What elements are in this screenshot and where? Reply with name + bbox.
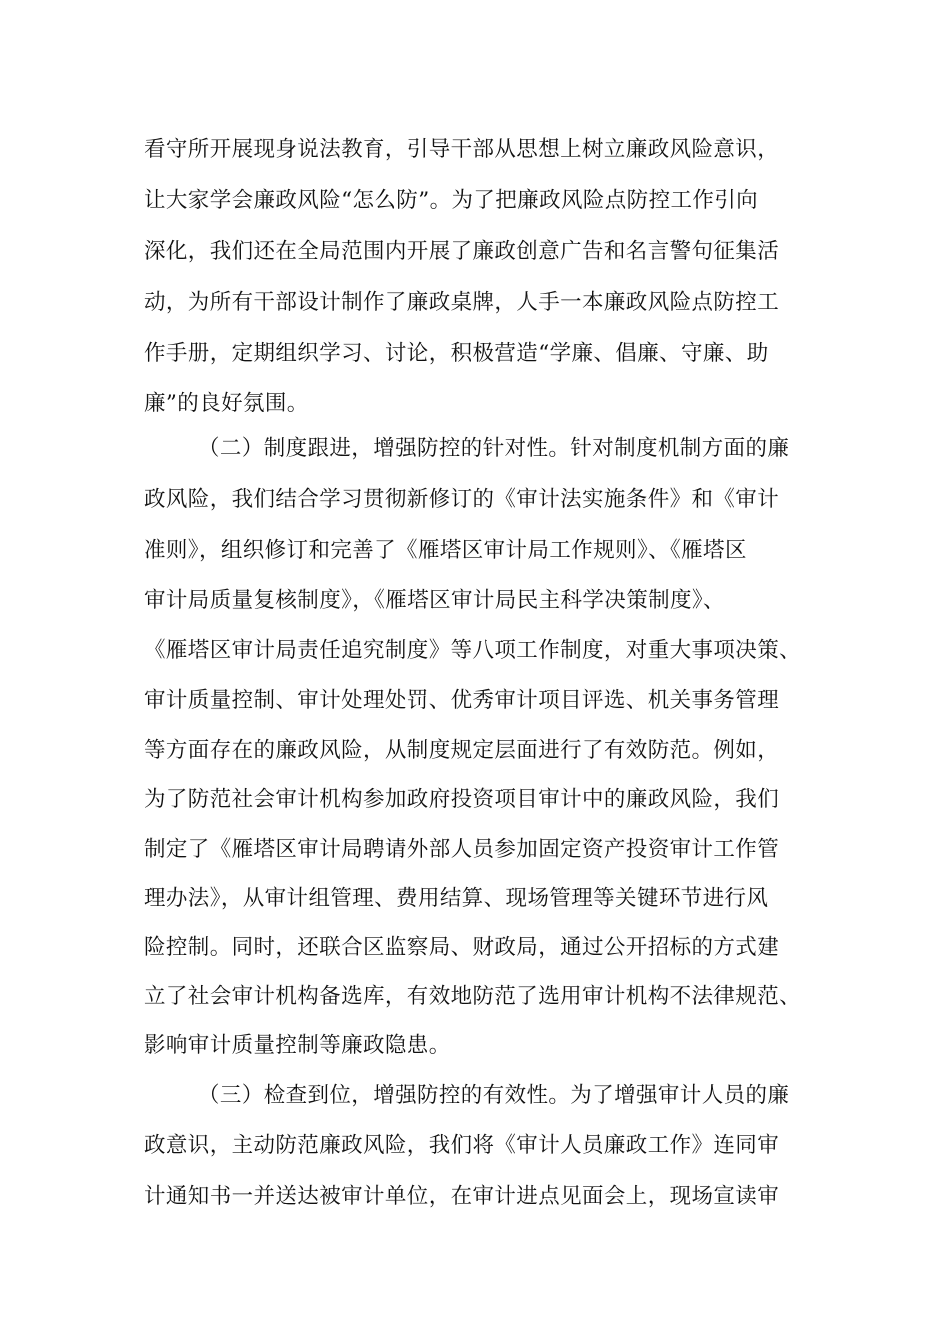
text-line: 政风险，我们结合学习贯彻新修订的《审计法实施条件》和《审计: [144, 487, 780, 512]
text-line: 动，为所有干部设计制作了廉政桌牌，人手一本廉政风险点防控工: [144, 290, 780, 315]
text-line: 准则》，组织修订和完善了《雁塔区审计局工作规则》、《雁塔区: [144, 538, 747, 563]
text-line: 看守所开展现身说法教育，引导干部从思想上树立廉政风险意识，: [144, 137, 780, 162]
text-line: 立了社会审计机构备选库，有效地防范了选用审计机构不法律规范、: [144, 984, 802, 1009]
text-line: 为了防范社会审计机构参加政府投资项目审计中的廉政风险，我们: [144, 787, 780, 812]
text-line: 作手册，定期组织学习、讨论，积极营造“学廉、倡廉、守廉、助: [144, 341, 769, 366]
text-line: 等方面存在的廉政风险，从制度规定层面进行了有效防范。例如，: [144, 738, 780, 763]
text-line: 让大家学会廉政风险“怎么防”。为了把廉政风险点防控工作引向: [144, 188, 759, 213]
text-line: 《雁塔区审计局责任追究制度》等八项工作制度，对重大事项决策、: [144, 638, 802, 663]
text-line: 政意识，主动防范廉政风险，我们将《审计人员廉政工作》连同审: [144, 1133, 780, 1158]
text-line: 理办法》，从审计组管理、费用结算、现场管理等关键环节进行风: [144, 886, 769, 911]
text-line: 审计质量控制、审计处理处罚、优秀审计项目评选、机关事务管理: [144, 688, 780, 713]
text-line: 影响审计质量控制等廉政隐患。: [144, 1033, 451, 1058]
text-line: 计通知书一并送达被审计单位，在审计进点见面会上，现场宣读审: [144, 1184, 780, 1209]
text-line: 制定了《雁塔区审计局聘请外部人员参加固定资产投资审计工作管: [144, 837, 780, 862]
text-line: 险控制。同时，还联合区监察局、财政局，通过公开招标的方式建: [144, 935, 780, 960]
text-line: 审计局质量复核制度》，《雁塔区审计局民主科学决策制度》、: [144, 588, 725, 613]
text-line: 廉”的良好氛围。: [144, 391, 309, 416]
paragraph-heading-line: （二）制度跟进，增强防控的针对性。针对制度机制方面的廉: [198, 436, 790, 461]
paragraph-heading-line: （三）检查到位，增强防控的有效性。为了增强审计人员的廉: [198, 1083, 790, 1108]
text-line: 深化，我们还在全局范围内开展了廉政创意广告和名言警句征集活: [144, 239, 780, 264]
